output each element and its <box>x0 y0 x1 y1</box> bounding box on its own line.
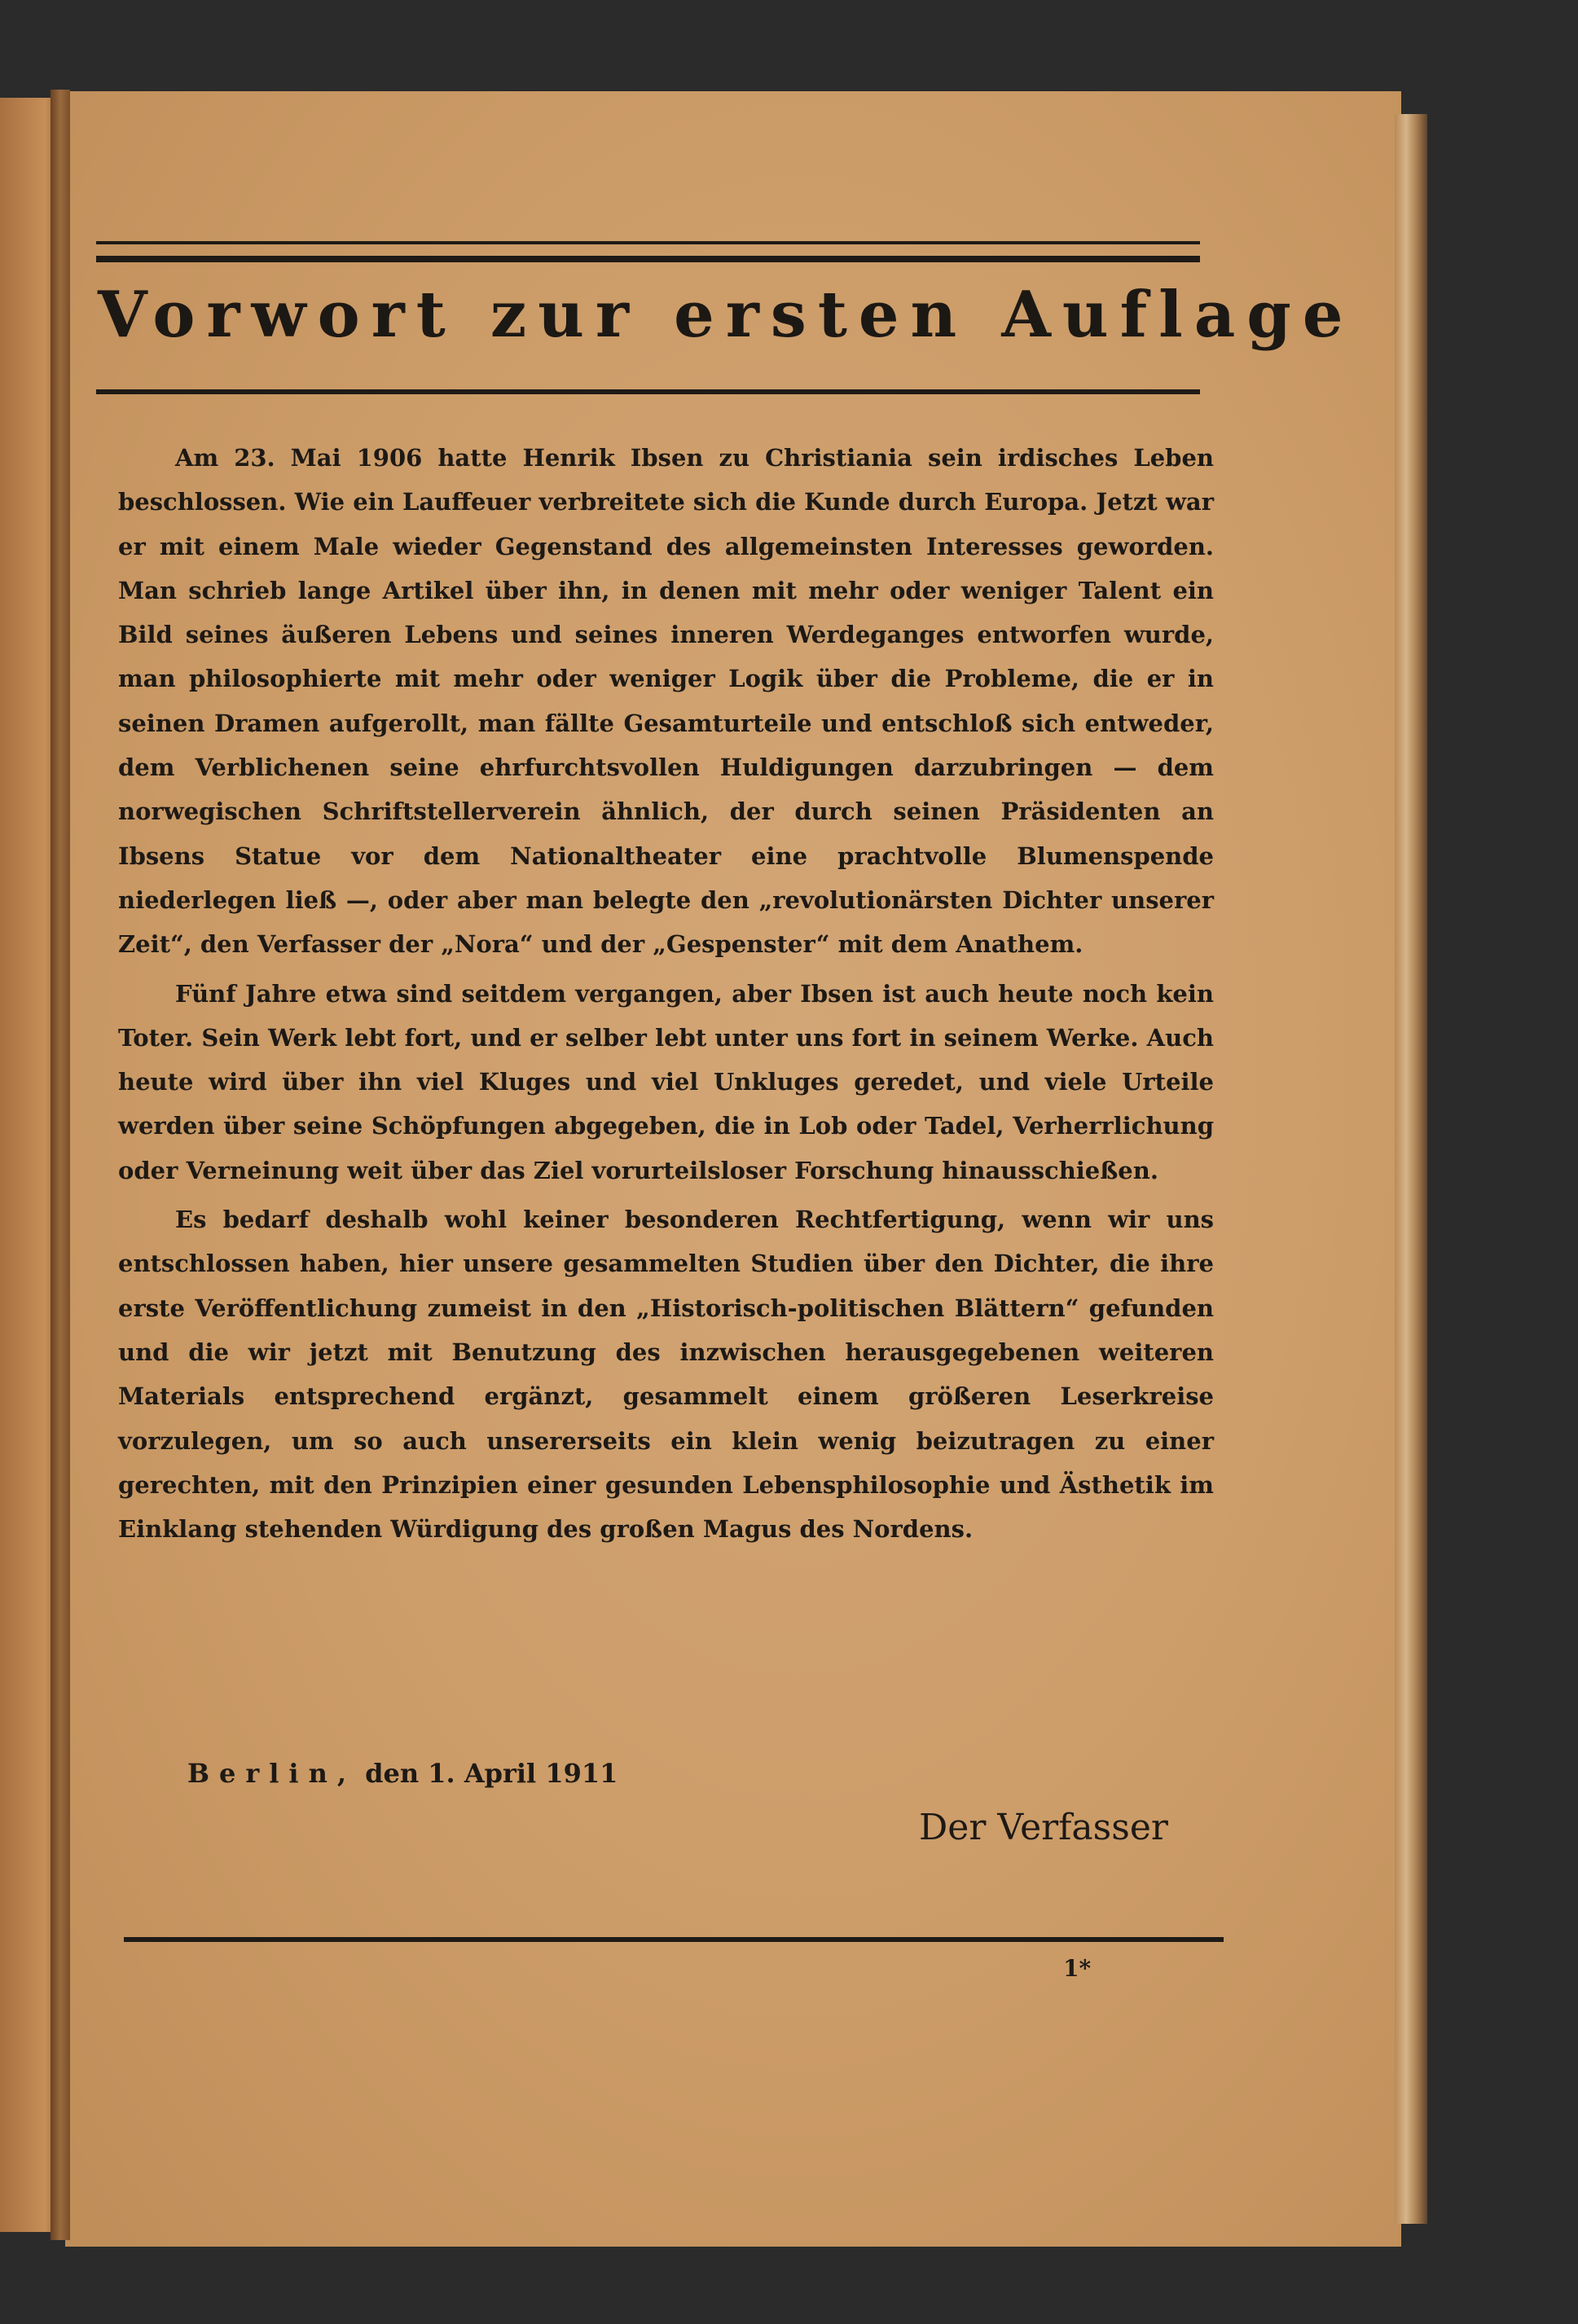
binding-gutter <box>51 90 70 2240</box>
page-number: 1* <box>1063 1955 1092 1982</box>
preface-body <box>118 436 1214 1556</box>
author-signature: Der Verfasser <box>919 1807 1168 1848</box>
paragraph-1: Am 23. Mai 1906 hatte Henrik Ibsen zu Christiania sein irdisches Leben beschlossen. Wie ein Lauffeuer verbreitete sich die Kunde durch Europa. Jetzt war er mit einem Male wieder Gegenstand des allgemeinsten Interesses geworden. Man schrieb lange Artikel über ihn, in denen mit mehr oder weniger Talent ein Bild seines äußeren Lebens und seines inneren Werdeganges entworfen wurde, man philosophierte mit mehr oder weniger Logik über die Probleme, die er in seinen Dramen aufgerollt, man fällte Gesamturteile und entschloß sich entweder, dem Verblichenen seine ehrfurchtsvollen Huldigungen darzubringen — dem norwegischen Schriftstellerverein ähnlich, der durch seinen Präsidenten an Ibsens Statue vor dem Nationaltheater eine prachtvolle Blumenspende niederlegen ließ —, oder aber man belegte den „revolutionärsten Dichter unserer Zeit“, den Verfasser der „Nora“ und der „Gespenster“ mit dem Anathem. <box>118 444 1214 959</box>
page-title: Vorwort zur ersten Auflage <box>98 278 1355 352</box>
title-underline <box>96 389 1200 394</box>
dateline <box>187 1758 618 1789</box>
dateline-date: den 1. April 1911 <box>365 1758 618 1789</box>
top-rule-thin <box>96 241 1200 244</box>
paragraph-2: Fünf Jahre etwa sind seitdem vergangen, aber Ibsen ist auch heute noch kein Toter. Sein Werk lebt fort, und er selber lebt unter uns fort in seinem Werke. Auch heute wird über ihn viel Kluges und viel Unkluges geredet, und viele Urteile werden über seine Schöpfungen abgegeben, die in Lob oder Tadel, Verherrlichung oder Verneinung weit über das Ziel vorurteilsloser Forschung hinausschießen. <box>118 979 1214 1184</box>
top-rule-thick <box>96 256 1200 262</box>
paragraph-3: Es bedarf deshalb wohl keiner besonderen Rechtfertigung, wenn wir uns entschlossen haben, hier unsere gesammelten Studien über den Dichter, die ihre erste Veröffentlichung zumeist in den „Historisch-politischen Blättern“ gefunden und die wir jetzt mit Benutzung des inzwischen herausgegebenen weiteren Materials entsprechend ergänzt, gesammelt einem größeren Leserkreise vorzulegen, um so auch unsererseits ein klein wenig beizutragen zu einer gerechten, mit den Prinzipien einer gesunden Lebensphilosophie und Ästhetik im Einklang stehenden Würdigung des großen Magus des Nordens. <box>118 1206 1214 1544</box>
bottom-rule <box>124 1937 1224 1942</box>
page-block-edge <box>1395 114 1427 2224</box>
dateline-place: Berlin, <box>187 1758 356 1789</box>
